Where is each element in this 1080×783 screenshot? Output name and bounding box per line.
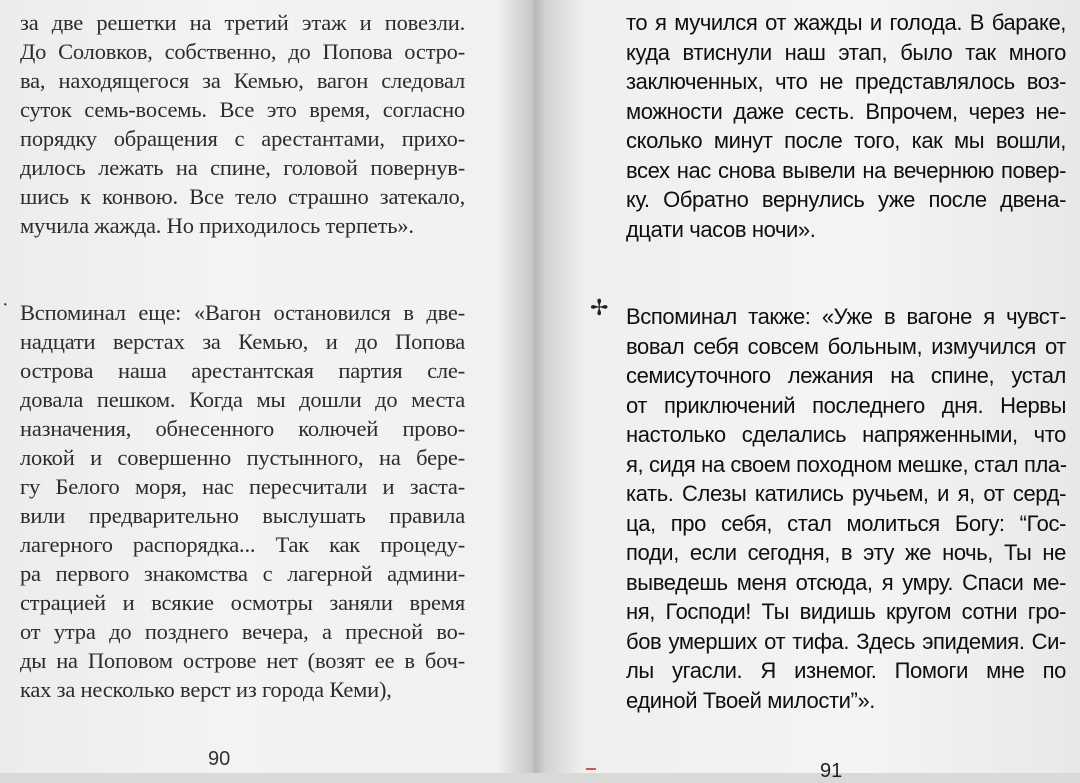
text-line: заключенных, что не представлялось воз- [626,69,1066,94]
text-line: ва, находящегося за Кемью, вагон следовал [20,68,465,93]
text-line: выведешь меня отсюда, я умру. Спаси ме- [626,569,1066,595]
text-line: страцией и всякие осмотры заняли время [20,590,465,615]
text-line: бов умерших от тифа. Здесь эпидемия. Си- [626,628,1066,654]
text-line: мучила жажда. Но приходилось терпеть». [20,213,414,238]
text-line: вили предварительно выслушать правила [20,503,465,528]
right-page-text [626,8,1066,715]
text-line: сколько минут после того, как мы вошли, [626,128,1066,153]
text-line: гу Белого моря, нас пересчитали и заста- [20,474,465,499]
text-line: До Соловков, собственно, до Попова остро- [20,39,465,64]
text-line: вовал себя совсем больным, измучился от [626,333,1066,359]
text-line: за две решетки на третий этаж и повезли. [20,10,465,35]
text-line: всех нас снова вывели на вечернюю повер- [626,157,1066,183]
text-line: ку. Обратно вернулись уже после двена- [626,187,1066,212]
text-line: семисуточного лежания на спине, устал [626,363,1066,388]
cross-marker-icon: ✢ [590,296,609,321]
text-line: куда втиснули наш этап, было так много [626,39,1066,65]
text-line: я, сидя на своем походном мешке, стал пла- [626,451,1067,477]
left-page-text [20,8,465,704]
text-line: ца, про себя, стал молиться Богу: “Гос- [626,510,1066,536]
text-line: то я мучился от жажды и голода. В бараке, [626,10,1066,35]
text-line: надцати верстах за Кемью, и до Попова [20,329,465,354]
text-line: лагерного распорядка... Так как процеду- [20,532,465,557]
page-number-left: 90 [208,748,231,770]
text-line: от утра до позднего вечера, а пресной во- [20,619,465,644]
text-line: поди, если сегодня, в эту же ночь, Ты не [626,540,1066,565]
text-line: ра первого знакомства с лагерной админи- [20,561,465,586]
right-paragraph-1 [626,8,1066,244]
right-page [540,0,1080,773]
right-paragraph-2 [626,302,1066,715]
text-line: кать. Слезы катились ручьем, и я, от серд- [626,481,1066,506]
page-number-right: 91 [820,760,843,782]
text-line: локой и совершенно пустынного, на бере- [20,445,465,470]
text-line: лы угасли. Я изнемог. Помоги мне по [626,658,1066,683]
text-line: ня, Господи! Ты видишь кругом сотни гро- [626,599,1066,624]
text-line: от приключений последнего дня. Нервы [626,392,1066,418]
text-line: ды на Поповом острове нет (возят ее в боч- [20,648,465,673]
text-line: ках за несколько верст из города Кеми), [20,677,392,702]
text-line: дцати часов ночи». [626,216,816,242]
text-line: Вспоминал еще: «Вагон остановился в две- [20,300,465,325]
text-line: довала пешком. Когда мы дошли до места [20,387,465,412]
text-line: настолько сделались напряженными, что [626,422,1066,447]
text-line: порядку обращения с арестантами, прихо- [20,126,465,151]
text-line: суток семь-восемь. Все это время, согласно [20,97,465,122]
text-line: можности даже сесть. Впрочем, через не- [626,98,1066,124]
text-line: шись к конвою. Все тело страшно затекало, [20,184,465,209]
text-line: острова наша арестантская партия сле- [20,358,465,383]
left-paragraph-2 [20,298,465,704]
red-mark [586,768,596,770]
bullet-mark: · [2,294,9,316]
text-line: дилось лежать на спине, головой повернув- [20,155,465,180]
left-page [0,0,528,773]
left-paragraph-1 [20,8,465,240]
text-line: Вспоминал также: «Уже в вагоне я чувст- [626,304,1066,329]
text-line: назначения, обнесенного колючей прово- [20,416,465,441]
text-line: единой Твоей милости”». [626,687,876,713]
